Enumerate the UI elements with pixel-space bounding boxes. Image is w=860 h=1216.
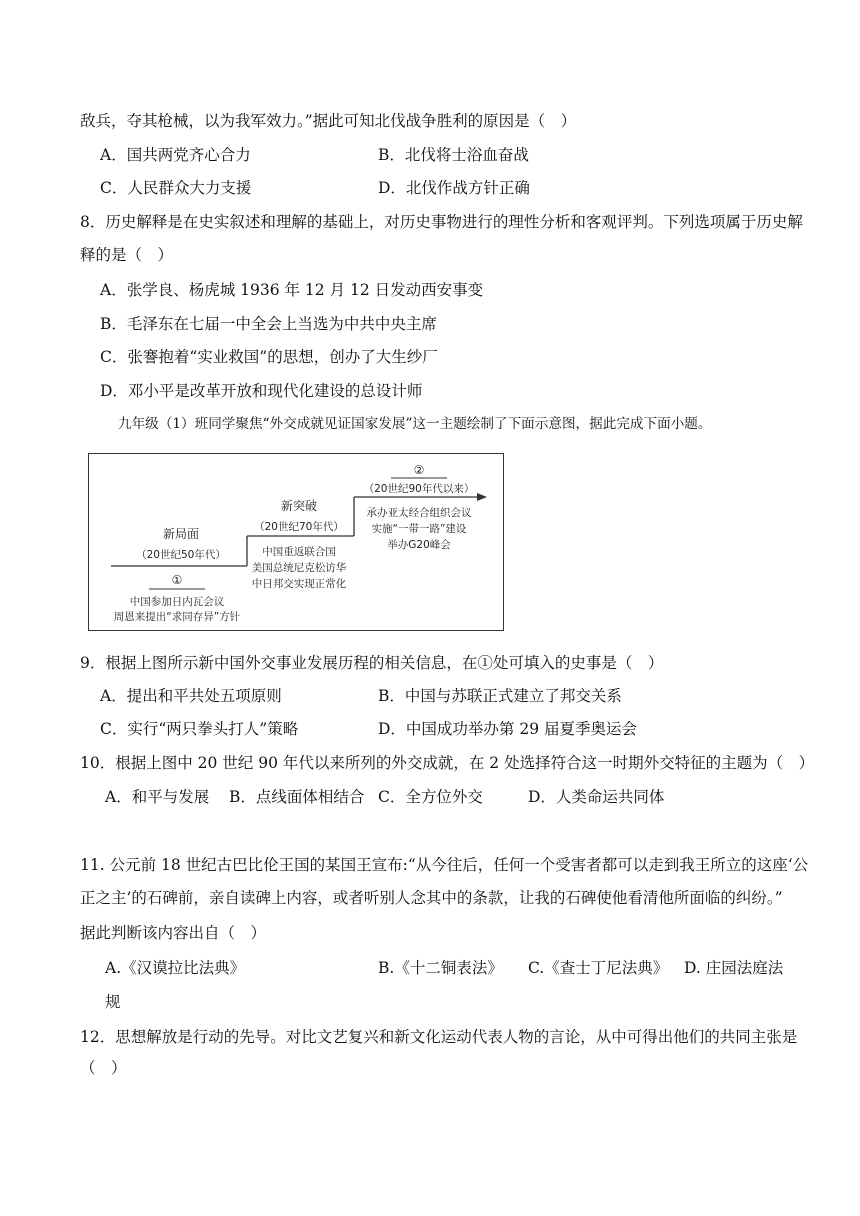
q11-stem-line1: 11. 公元前 18 世纪古巴比伦王国的某国王宣布:“从今往后，任何一个受害者都可以走到我王所立的这座‘公 — [80, 856, 809, 874]
q11-stem-line3: 据此判断该内容出自（ ） — [80, 924, 267, 942]
stage1-marker: ① — [171, 573, 183, 587]
q9-option-c[interactable]: C．实行“两只拳头打人”策略 — [100, 720, 299, 738]
timeline-svg — [89, 454, 505, 632]
timeline-arrow-icon — [477, 493, 487, 501]
q11-option-c[interactable]: C.《查士丁尼法典》 — [528, 959, 669, 977]
q9-option-a[interactable]: A．提出和平共处五项原则 — [100, 687, 282, 705]
q8-stem-line2: 释的是（ ） — [80, 246, 174, 264]
q11-option-d-wrap: 规 — [105, 993, 121, 1011]
q11-option-b[interactable]: B.《十二铜表法》 — [378, 959, 503, 977]
q9-option-d[interactable]: D．中国成功举办第 29 届夏季奥运会 — [378, 720, 638, 738]
q10-option-a[interactable]: A．和平与发展 — [105, 788, 210, 806]
stage3-marker: ② — [413, 463, 425, 477]
q7-option-a[interactable]: A．国共两党齐心合力 — [100, 146, 251, 164]
q12-stem-line1: 12．思想解放是行动的先导。对比文艺复兴和新文化运动代表人物的言论，从中可得出他们的共同主张是 — [80, 1028, 798, 1046]
q9-option-b[interactable]: B．中国与苏联正式建立了邦交关系 — [378, 687, 622, 705]
diagram-intro: 九年级（1）班同学聚焦“外交成就见证国家发展”这一主题绘制了下面示意图，据此完成下面小题。 — [118, 416, 712, 432]
q8-option-b[interactable]: B．毛泽东在七届一中全会上当选为中共中央主席 — [100, 315, 437, 333]
stage2-title: 新突破 — [280, 499, 318, 513]
q8-option-c[interactable]: C．张謇抱着“实业救国”的思想，创办了大生纱厂 — [100, 348, 438, 366]
stage1-item-2: 周恩来提出“求同存异”方针 — [113, 611, 241, 623]
stage3-item-3: 举办G20峰会 — [387, 539, 451, 551]
q10-stem: 10．根据上图中 20 世纪 90 年代以来所列的外交成就，在 2 处选择符合这一时期外交特征的主题为（ ） — [80, 754, 815, 772]
diplomacy-timeline-diagram — [88, 453, 504, 631]
q10-option-c[interactable]: C．全方位外交 — [378, 788, 483, 806]
q8-option-a[interactable]: A．张学良、杨虎城 1936 年 12 月 12 日发动西安事变 — [100, 281, 484, 299]
stage3-item-1: 承办亚太经合组织会议 — [366, 507, 472, 519]
stage1-period: （20世纪50年代） — [136, 549, 226, 561]
q10-option-b[interactable]: B．点线面体相结合 — [229, 788, 365, 806]
q7-option-c[interactable]: C．人民群众大力支援 — [100, 179, 252, 197]
stage2-item-2: 美国总统尼克松访华 — [251, 562, 347, 574]
q9-stem: 9．根据上图所示新中国外交事业发展历程的相关信息，在①处可填入的史事是（ ） — [80, 654, 664, 672]
stage3-item-2: 实施“一带一路”建设 — [371, 523, 467, 535]
stage1-item-1: 中国参加日内瓦会议 — [129, 596, 225, 608]
q12-stem-line2: （ ） — [80, 1059, 127, 1077]
q8-stem-line1: 8．历史解释是在史实叙述和理解的基础上，对历史事物进行的理性分析和客观评判。下列选项属于历史解 — [80, 213, 803, 231]
q11-stem-line2: 正之主’的石碑前，亲自读碑上内容，或者听别人念其中的条款，让我的石碑使他看清他所面临的纠纷。” — [80, 889, 783, 907]
q7-option-d[interactable]: D．北伐作战方针正确 — [378, 179, 530, 197]
stage2-item-3: 中日邦交实现正常化 — [251, 578, 347, 590]
stage2-item-1: 中国重返联合国 — [262, 546, 336, 558]
q11-option-d[interactable]: D. 庄园法庭法 — [684, 959, 784, 977]
q11-option-a[interactable]: A.《汉谟拉比法典》 — [105, 959, 246, 977]
stage3-period: （20世纪90年代以来） — [363, 483, 475, 495]
stage1-title: 新局面 — [162, 527, 200, 541]
q7-option-b[interactable]: B．北伐将士浴血奋战 — [378, 146, 529, 164]
q10-option-d[interactable]: D．人类命运共同体 — [528, 788, 665, 806]
q7-stem: 敌兵，夺其枪械，以为我军效力。”据此可知北伐战争胜利的原因是（ ） — [80, 112, 577, 130]
q8-option-d[interactable]: D．邓小平是改革开放和现代化建设的总设计师 — [100, 382, 423, 400]
stage2-period: （20世纪70年代） — [254, 521, 344, 533]
